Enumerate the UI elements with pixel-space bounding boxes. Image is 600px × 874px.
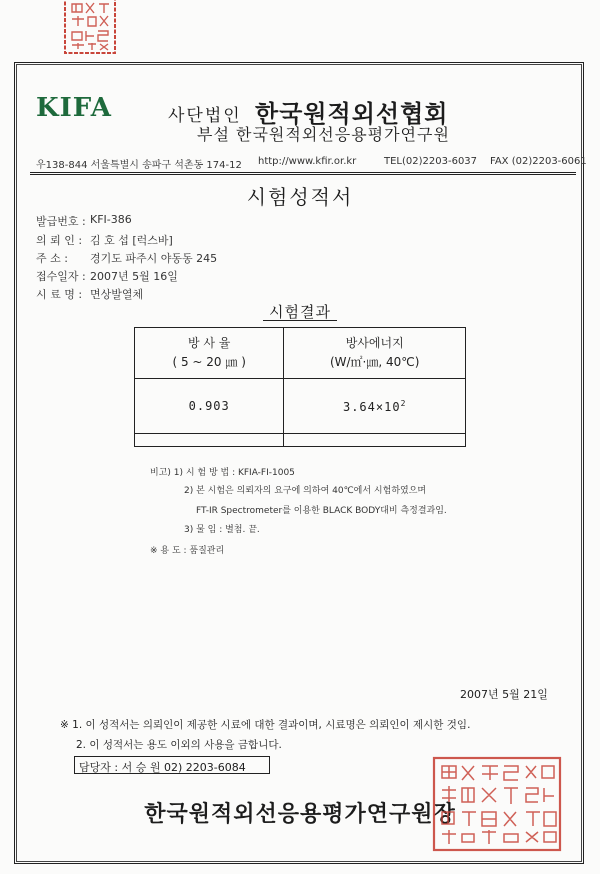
info-value-client: 김 호 섭 [럭스바] — [90, 234, 173, 247]
radiant-energy-value: 3.64×10 — [342, 399, 401, 414]
emissivity-value-cell — [135, 379, 284, 434]
empty-cell — [135, 434, 284, 447]
radiant-energy-value-cell — [284, 379, 466, 434]
info-label-sample-name: 시 료 명 : — [36, 288, 83, 301]
info-value-issue-no: KFI-386 — [90, 213, 132, 226]
document-title: 시험성적서 — [246, 185, 354, 209]
radiant-energy-exponent: 2 — [400, 398, 407, 408]
radiant-energy-unit: (W/㎡·㎛, 40℃) — [329, 355, 420, 369]
info-label-received-date: 접수일자 : — [36, 270, 86, 283]
footnote-1: ※ 1. 이 성적서는 의뢰인이 제공한 시료에 대한 결과이며, 시료명은 의뢰인이 제시한 것임. — [60, 719, 471, 731]
emissivity-range: ( 5 ~ 20 ㎛ ) — [172, 355, 246, 369]
table-row — [135, 328, 466, 379]
remark-test-condition: 2) 본 시험은 의뢰자의 요구에 의하여 40℃에서 시험하였으며 — [184, 486, 427, 496]
top-seal-stamp — [62, 0, 118, 56]
fax: FAX (02)2203-6061 — [490, 156, 587, 167]
info-label-client: 의 뢰 인 : — [36, 234, 83, 247]
org-subsidiary: 부설 한국원적외선응용평가연구원 — [197, 125, 450, 144]
kifa-logo: KIFA — [36, 93, 112, 123]
telephone: TEL(02)2203-6037 — [384, 156, 478, 167]
radiant-energy-header-cell — [284, 328, 466, 379]
staff-contact-box: 담당자 : 서 승 원 02) 2203-6084 — [74, 756, 270, 774]
results-title: 시험결과 — [269, 303, 331, 321]
remark-purpose: ※ 용 도 : 품질관리 — [150, 546, 225, 556]
header-divider-2 — [30, 174, 576, 175]
address: 우138-844 서울특별시 송파구 석촌동 174-12 — [36, 160, 242, 171]
table-row — [135, 379, 466, 434]
footnote-2: 2. 이 성적서는 용도 이외의 사용을 금합니다. — [76, 739, 282, 751]
emissivity-header-cell — [135, 328, 284, 379]
results-title-underline — [263, 320, 337, 321]
remark-measurement: FT-IR Spectrometer를 이용한 BLACK BODY대비 측정결과임. — [196, 506, 447, 516]
radiant-energy-header: 방사에너지 — [345, 336, 404, 350]
director-title: 한국원적외선응용평가연구원장 — [144, 802, 456, 827]
header-divider — [30, 172, 576, 173]
info-label-address: 주 소 : — [36, 252, 68, 265]
empty-cell — [284, 434, 466, 447]
remark-attachment: 3) 물 임 : 별첨. 끝. — [184, 525, 260, 535]
org-name: 한국원적외선협회 — [255, 100, 449, 128]
results-table — [134, 327, 466, 447]
issue-date: 2007년 5월 21일 — [460, 688, 548, 701]
info-value-address: 경기도 파주시 야동동 245 — [90, 252, 218, 265]
remark-test-method: 비고) 1) 시 험 방 법 : KFIA-FI-1005 — [150, 468, 295, 478]
emissivity-header: 방 사 율 — [187, 336, 231, 350]
info-value-received-date: 2007년 5월 16일 — [90, 270, 178, 283]
info-label-issue-no: 발급번호 : — [36, 215, 86, 228]
table-row — [135, 434, 466, 447]
org-prefix: 사단법인 — [168, 106, 242, 126]
official-seal-stamp — [432, 756, 562, 852]
website-url: http://www.kfir.or.kr — [258, 156, 357, 167]
info-value-sample-name: 면상발열체 — [90, 288, 144, 301]
emissivity-value: 0.903 — [188, 399, 230, 413]
